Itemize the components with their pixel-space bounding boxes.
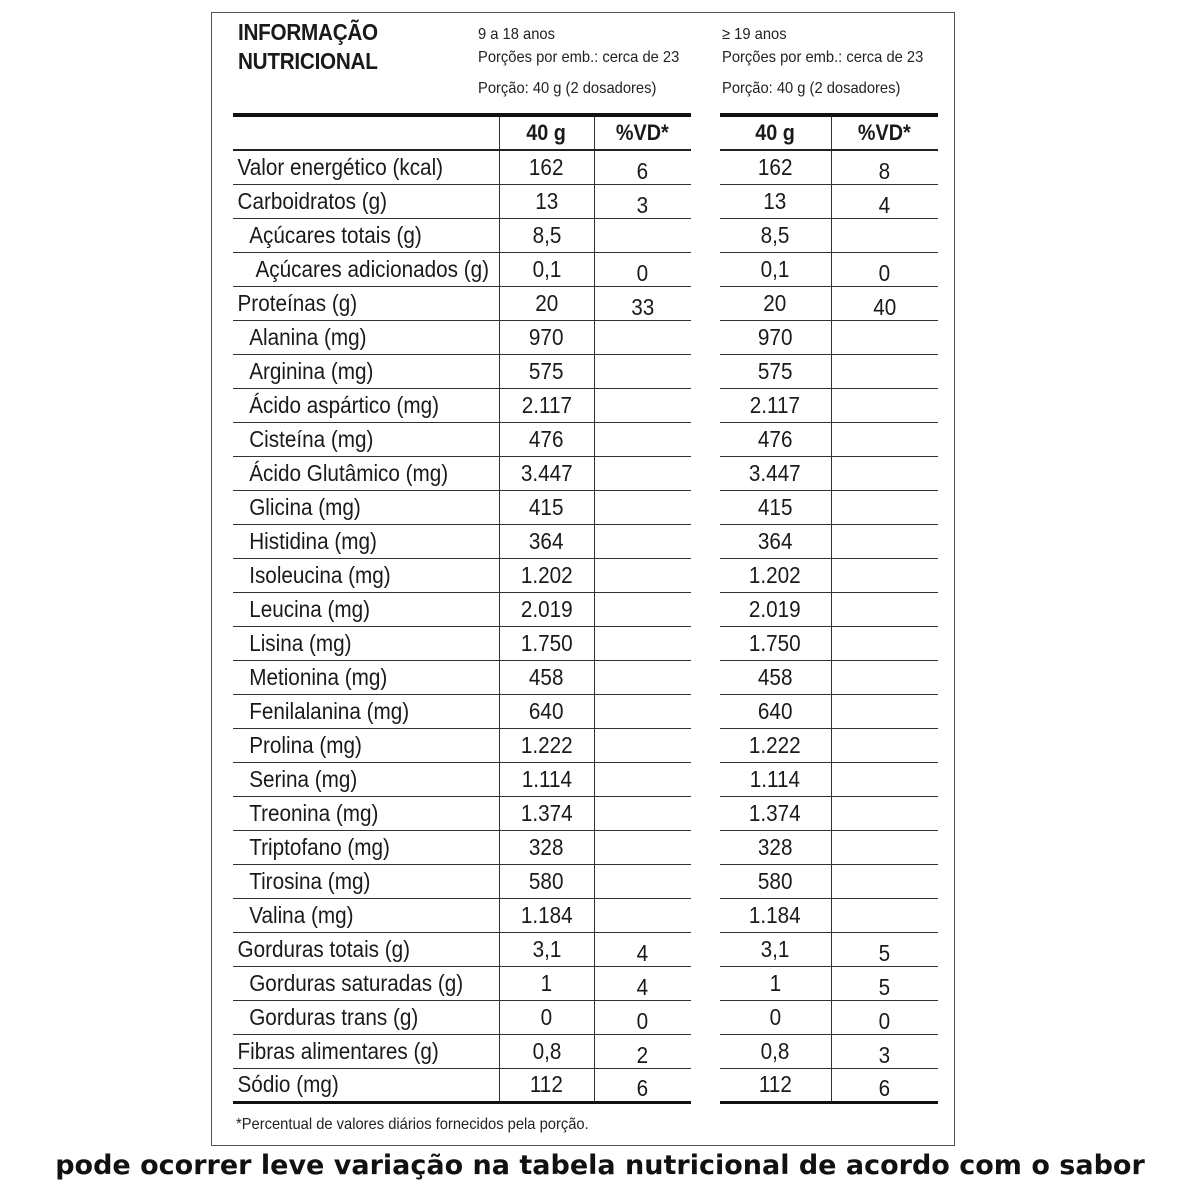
nutrient-value: 0,1 — [499, 252, 594, 286]
nutrient-vd — [831, 388, 938, 422]
nutrient-label: Gorduras trans (g) — [233, 1000, 499, 1034]
table-row — [720, 524, 938, 558]
nutrient-value: 162 — [499, 150, 594, 184]
nutrient-label: Proteínas (g) — [233, 286, 499, 320]
nutrient-vd — [831, 728, 938, 762]
table-row — [720, 660, 938, 694]
nutrient-vd — [831, 320, 938, 354]
flavor-disclaimer: pode ocorrer leve variação na tabela nutricional de acordo com o sabor — [55, 1150, 1145, 1181]
nutrient-value: 20 — [499, 286, 594, 320]
table-row — [720, 864, 938, 898]
nutrient-value: 970 — [720, 320, 831, 354]
table-row — [233, 286, 691, 320]
nutrient-vd — [831, 796, 938, 830]
nutrient-value: 364 — [499, 524, 594, 558]
nutrient-value: 13 — [720, 184, 831, 218]
nutrient-label: Lisina (mg) — [233, 626, 499, 660]
nutrient-vd — [831, 762, 938, 796]
nutrient-vd — [594, 694, 691, 728]
nutrient-vd: 5 — [831, 966, 938, 1000]
nutrient-value: 575 — [720, 354, 831, 388]
table-row — [720, 728, 938, 762]
nutrient-vd: 33 — [594, 286, 691, 320]
nutrient-value: 2.117 — [720, 388, 831, 422]
nutrient-label: Leucina (mg) — [233, 592, 499, 626]
nutrition-table-9-18 — [233, 117, 691, 1104]
header-vd: %VD* — [831, 117, 938, 150]
nutrient-value: 1 — [720, 966, 831, 1000]
nutrient-value: 970 — [499, 320, 594, 354]
nutrient-label: Cisteína (mg) — [233, 422, 499, 456]
table-row — [720, 558, 938, 592]
table-row — [720, 1034, 938, 1068]
table-row — [720, 456, 938, 490]
nutrient-vd: 3 — [831, 1034, 938, 1068]
table-row — [720, 150, 938, 184]
nutrient-label: Açúcares totais (g) — [233, 218, 499, 252]
nutrient-vd — [831, 660, 938, 694]
table-row — [720, 796, 938, 830]
nutrient-vd — [594, 388, 691, 422]
nutrient-vd — [831, 864, 938, 898]
nutrient-vd — [594, 490, 691, 524]
nutrient-label: Arginina (mg) — [233, 354, 499, 388]
nutrient-label: Alanina (mg) — [233, 320, 499, 354]
nutrient-label: Gorduras saturadas (g) — [233, 966, 499, 1000]
table-row — [233, 728, 691, 762]
table-row — [720, 218, 938, 252]
nutrient-vd: 3 — [594, 184, 691, 218]
nutrient-value: 8,5 — [720, 218, 831, 252]
table-row — [233, 762, 691, 796]
nutrient-vd — [831, 490, 938, 524]
header-value: 40 g — [499, 117, 594, 150]
table-row — [720, 966, 938, 1000]
nutrient-vd: 4 — [831, 184, 938, 218]
nutrient-vd — [594, 660, 691, 694]
nutrient-vd: 6 — [831, 1068, 938, 1102]
table-row — [720, 762, 938, 796]
nutrient-value: 3.447 — [720, 456, 831, 490]
nutrient-value: 415 — [720, 490, 831, 524]
nutrient-vd: 5 — [831, 932, 938, 966]
title-line-2: NUTRICIONAL — [238, 48, 378, 74]
nutrient-vd — [594, 796, 691, 830]
nutrient-vd: 4 — [594, 932, 691, 966]
nutrient-value: 580 — [720, 864, 831, 898]
nutrient-value: 1.114 — [499, 762, 594, 796]
table-row — [720, 286, 938, 320]
group-portions: Porções por emb.: cerca de 23 — [478, 49, 680, 66]
nutrient-value: 476 — [499, 422, 594, 456]
nutrient-value: 415 — [499, 490, 594, 524]
nutrient-vd — [831, 626, 938, 660]
table-row — [720, 252, 938, 286]
nutrient-vd — [831, 218, 938, 252]
nutrient-value: 2.019 — [499, 592, 594, 626]
table-row — [233, 456, 691, 490]
nutrient-vd — [594, 898, 691, 932]
table-row — [233, 218, 691, 252]
nutrient-label: Valor energético (kcal) — [233, 150, 499, 184]
nutrient-value: 328 — [499, 830, 594, 864]
nutrient-value: 640 — [720, 694, 831, 728]
table-row — [233, 524, 691, 558]
group-header-9-18 — [478, 27, 679, 104]
nutrient-vd — [594, 558, 691, 592]
nutrient-label: Prolina (mg) — [233, 728, 499, 762]
nutrient-vd — [594, 762, 691, 796]
table-row — [720, 320, 938, 354]
table-row — [233, 830, 691, 864]
nutrient-value: 2.019 — [720, 592, 831, 626]
table-row — [233, 150, 691, 184]
nutrient-value: 162 — [720, 150, 831, 184]
header-vd: %VD* — [594, 117, 691, 150]
nutrient-vd — [594, 592, 691, 626]
nutrient-vd — [594, 354, 691, 388]
nutrient-vd: 0 — [831, 1000, 938, 1034]
nutrient-vd — [594, 456, 691, 490]
nutrient-vd — [831, 830, 938, 864]
nutrient-value: 458 — [720, 660, 831, 694]
nutrient-value: 1.750 — [720, 626, 831, 660]
nutrient-vd — [831, 898, 938, 932]
nutrient-vd — [594, 320, 691, 354]
table-row — [720, 898, 938, 932]
nutrient-value: 0,8 — [720, 1034, 831, 1068]
nutrient-value: 0,8 — [499, 1034, 594, 1068]
table-row — [233, 354, 691, 388]
nutrient-value: 1.184 — [720, 898, 831, 932]
header-blank — [233, 117, 499, 150]
table-row — [720, 592, 938, 626]
nutrient-vd — [831, 694, 938, 728]
nutrient-label: Carboidratos (g) — [233, 184, 499, 218]
table-row — [720, 694, 938, 728]
nutrient-value: 1.184 — [499, 898, 594, 932]
table-row — [233, 864, 691, 898]
nutrient-value: 3.447 — [499, 456, 594, 490]
table-row — [720, 422, 938, 456]
table-header-row — [720, 117, 938, 150]
nutrient-value: 580 — [499, 864, 594, 898]
table-row — [233, 490, 691, 524]
nutrient-value: 20 — [720, 286, 831, 320]
nutrient-value: 1.222 — [499, 728, 594, 762]
nutrient-value: 1.202 — [720, 558, 831, 592]
nutrient-value: 1.374 — [499, 796, 594, 830]
table-row — [233, 1068, 691, 1102]
nutrient-label: Metionina (mg) — [233, 660, 499, 694]
nutrient-label: Fibras alimentares (g) — [233, 1034, 499, 1068]
table-row — [233, 388, 691, 422]
nutrient-vd — [831, 422, 938, 456]
nutrition-table-19-plus — [720, 117, 938, 1104]
nutrient-value: 112 — [499, 1068, 594, 1102]
table-row — [233, 184, 691, 218]
nutrient-value: 1.114 — [720, 762, 831, 796]
nutrient-vd: 0 — [594, 1000, 691, 1034]
nutrient-vd: 40 — [831, 286, 938, 320]
nutrient-vd — [594, 626, 691, 660]
group-portions: Porções por emb.: cerca de 23 — [722, 49, 924, 66]
nutrient-vd — [831, 524, 938, 558]
nutrient-label: Sódio (mg) — [233, 1068, 499, 1102]
nutrient-vd: 6 — [594, 150, 691, 184]
nutrient-label: Ácido aspártico (mg) — [233, 388, 499, 422]
nutrient-label: Isoleucina (mg) — [233, 558, 499, 592]
nutrient-vd: 2 — [594, 1034, 691, 1068]
nutrient-label: Triptofano (mg) — [233, 830, 499, 864]
table-row — [233, 932, 691, 966]
group-age: 9 a 18 anos — [478, 26, 555, 43]
nutrient-label: Ácido Glutâmico (mg) — [233, 456, 499, 490]
nutrient-vd — [831, 592, 938, 626]
nutrient-vd: 0 — [594, 252, 691, 286]
nutrient-vd — [594, 524, 691, 558]
table-row — [233, 252, 691, 286]
nutrient-value: 640 — [499, 694, 594, 728]
nutrient-value: 328 — [720, 830, 831, 864]
table-row — [233, 558, 691, 592]
nutrient-value: 1.222 — [720, 728, 831, 762]
title-line-1: INFORMAÇÃO — [238, 19, 378, 45]
nutrient-value: 112 — [720, 1068, 831, 1102]
nutrient-vd — [831, 354, 938, 388]
nutrient-value: 1.202 — [499, 558, 594, 592]
nutrient-label: Gorduras totais (g) — [233, 932, 499, 966]
table-row — [720, 1068, 938, 1102]
table-row — [720, 1000, 938, 1034]
nutrient-label: Valina (mg) — [233, 898, 499, 932]
nutrient-label: Histidina (mg) — [233, 524, 499, 558]
table-row — [233, 626, 691, 660]
nutrient-value: 0 — [499, 1000, 594, 1034]
nutrient-value: 1.374 — [720, 796, 831, 830]
table-row — [233, 796, 691, 830]
nutrient-label: Serina (mg) — [233, 762, 499, 796]
group-age: ≥ 19 anos — [722, 26, 787, 43]
group-portion: Porção: 40 g (2 dosadores) — [478, 80, 657, 97]
nutrient-value: 8,5 — [499, 218, 594, 252]
nutrient-value: 2.117 — [499, 388, 594, 422]
nutrient-label: Fenilalanina (mg) — [233, 694, 499, 728]
table-row — [233, 898, 691, 932]
label-title — [238, 18, 445, 76]
nutrient-vd — [831, 558, 938, 592]
nutrient-value: 3,1 — [499, 932, 594, 966]
nutrient-label: Tirosina (mg) — [233, 864, 499, 898]
nutrient-value: 1 — [499, 966, 594, 1000]
table-row — [720, 490, 938, 524]
nutrient-value: 3,1 — [720, 932, 831, 966]
nutrient-value: 476 — [720, 422, 831, 456]
nutrient-vd — [594, 830, 691, 864]
nutrient-value: 0 — [720, 1000, 831, 1034]
nutrient-value: 0,1 — [720, 252, 831, 286]
nutrient-value: 1.750 — [499, 626, 594, 660]
nutrient-vd — [594, 864, 691, 898]
table-row — [720, 354, 938, 388]
nutrient-label: Treonina (mg) — [233, 796, 499, 830]
nutrient-vd: 4 — [594, 966, 691, 1000]
table-row — [233, 966, 691, 1000]
nutrient-vd — [594, 422, 691, 456]
footnote: *Percentual de valores diários fornecidos pela porção. — [236, 1116, 589, 1133]
table-row — [233, 592, 691, 626]
nutrient-value: 364 — [720, 524, 831, 558]
table-row — [233, 660, 691, 694]
table-row — [233, 1000, 691, 1034]
group-header-19-plus — [722, 27, 923, 104]
table-header-row — [233, 117, 691, 150]
table-row — [720, 388, 938, 422]
table-row — [720, 184, 938, 218]
nutrient-vd — [594, 728, 691, 762]
table-row — [233, 1034, 691, 1068]
group-portion: Porção: 40 g (2 dosadores) — [722, 80, 901, 97]
table-row — [233, 422, 691, 456]
nutrient-value: 13 — [499, 184, 594, 218]
nutrient-vd — [594, 218, 691, 252]
table-row — [233, 694, 691, 728]
nutrient-value: 458 — [499, 660, 594, 694]
nutrient-label: Glicina (mg) — [233, 490, 499, 524]
nutrient-vd: 8 — [831, 150, 938, 184]
table-row — [720, 932, 938, 966]
table-row — [720, 830, 938, 864]
table-row — [720, 626, 938, 660]
nutrient-vd: 0 — [831, 252, 938, 286]
nutrient-vd: 6 — [594, 1068, 691, 1102]
header-value: 40 g — [720, 117, 831, 150]
nutrient-label: Açúcares adicionados (g) — [233, 252, 499, 286]
table-row — [233, 320, 691, 354]
nutrient-vd — [831, 456, 938, 490]
nutrient-value: 575 — [499, 354, 594, 388]
